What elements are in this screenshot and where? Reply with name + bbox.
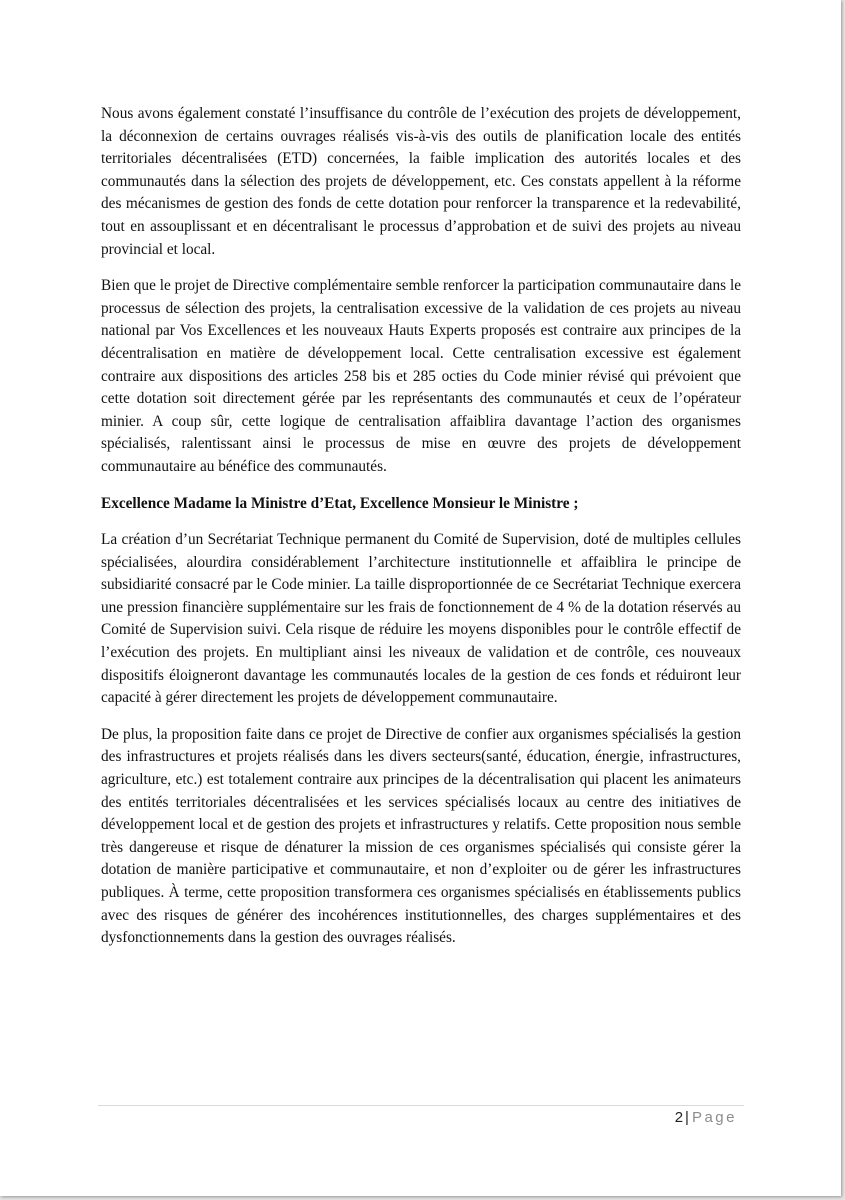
page-body — [101, 103, 741, 964]
page-label: Page — [691, 1109, 737, 1126]
paragraph-2: Bien que le projet de Directive complémentaire semble renforcer la participation communautaire dans le processus de sélection des projets, la centralisation excessive de la validation de ces projets au niveau national par Vos Excellences et les nouveaux Hauts Experts proposés est contraire aux principes de la décentralisation en matière de développement local. Cette centralisation excessive est également contraire aux dispositions des articles 258 bis et 285 octies du Code minier révisé qui prévoient que cette dotation soit directement gérée par les représentants des communautés et ceux de l’opérateur minier. A coup sûr, cette logique de centralisation affaiblira davantage l’action des organismes spécialisés, ralentissant ainsi le processus de mise en œuvre des projets de développement communautaire au bénéfice des communautés. — [101, 277, 741, 475]
salutation-heading: Excellence Madame la Ministre d’Etat, Excellence Monsieur le Ministre ; — [101, 494, 579, 512]
paragraph-4: De plus, la proposition faite dans ce projet de Directive de confier aux organismes spécialisés la gestion des infrastructures et projets réalisés dans les divers secteurs(santé, éducation, énergie, infrastructures, agriculture, etc.) est totalement contraire aux principes de la décentralisation qui placent les animateurs des entités territoriales décentralisées et les services spécialisés locaux au centre des initiatives de développement local et de gestion des projets et infrastructures y relatifs. Cette proposition nous semble très dangereuse et risque de dénaturer la mission de ces organismes spécialisés qui consiste gérer la dotation de manière participative et communautaire, et non d’exploiter ou de gérer les infrastructures publiques. À terme, cette proposition transformera ces organismes spécialisés en établissements publics avec des risques de générer des incohérences institutionnelles, des charges supplémentaires et des dysfonctionnements dans la gestion des ouvrages réalisés. — [101, 725, 741, 947]
page-number: 2 — [674, 1109, 684, 1126]
paragraph-3: La création d’un Secrétariat Technique permanent du Comité de Supervision, doté de multiples cellules spécialisées, alourdira considérablement l’architecture institutionnelle et affaiblira le principe de subsidiarité consacré par le Code minier. La taille disproportionnée de ce Secrétariat Technique exercera une pression financière supplémentaire sur les frais de fonctionnement de 4 % de la dotation réservés au Comité de Supervision suivi. Cela risque de réduire les moyens disponibles pour le contrôle effectif de l’exécution des projets. En multipliant ainsi les niveaux de validation et de contrôle, ces nouveaux dispositifs éloigneront davantage les communautés locales de la gestion de ces fonds et réduiront leur capacité à gérer directement les projets de développement communautaire. — [101, 531, 741, 707]
footer-divider — [98, 1105, 744, 1106]
page-footer — [675, 1108, 737, 1128]
paragraph-1: Nous avons également constaté l’insuffisance du contrôle de l’exécution des projets de développement, la déconnexion de certains ouvrages réalisés vis-à-vis des outils de planification locale des entités territoriales décentralisées (ETD) concernées, la faible implication des autorités locales et des communautés dans la sélection des projets de développement, etc. Ces constats appellent à la réforme des mécanismes de gestion des fonds de cette dotation pour renforcer la transparence et la redevabilité, tout en assouplissant et en décentralisant le processus d’approbation et de suivi des projets au niveau provincial et local. — [101, 105, 741, 258]
footer-separator: | — [685, 1109, 689, 1126]
